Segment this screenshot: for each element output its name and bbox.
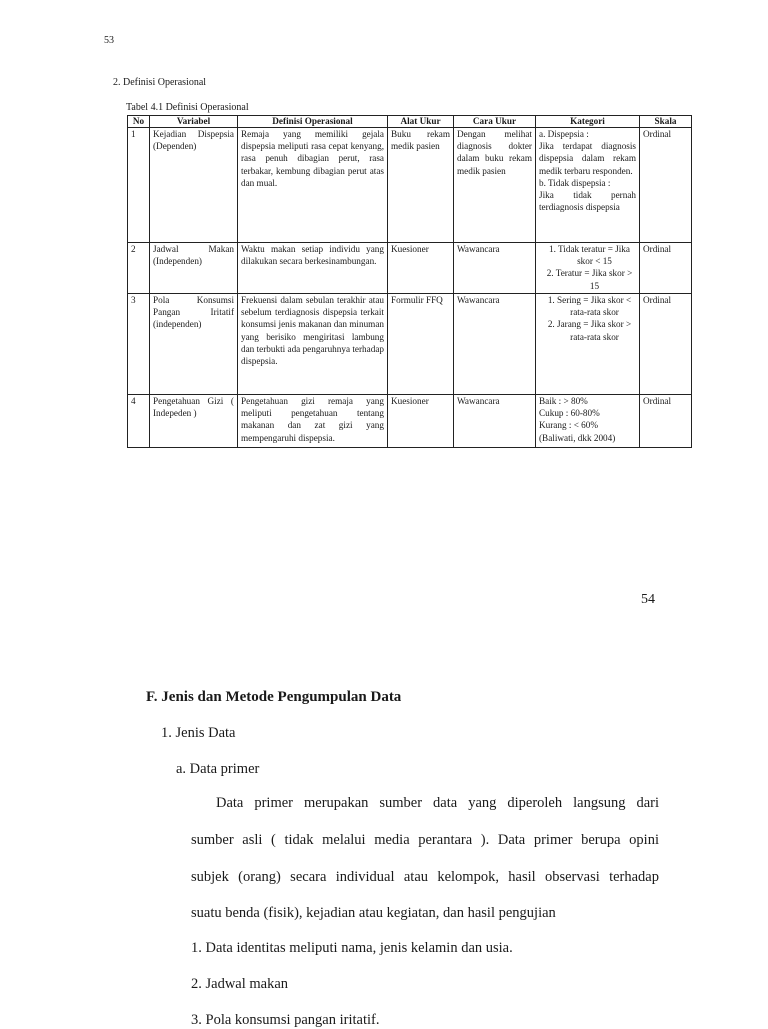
kategori-line: 1. Tidak teratur = Jika skor < 15 bbox=[549, 244, 630, 267]
cell-skala: Ordinal bbox=[640, 395, 692, 448]
paragraph-line: subjek (orang) secara individual atau kelompok, hasil observasi terhadap bbox=[191, 869, 659, 885]
header-cara-ukur: Cara Ukur bbox=[454, 116, 536, 128]
list-item: 1. Data identitas meliputi nama, jenis kelamin dan usia. bbox=[191, 940, 513, 956]
table-row bbox=[128, 294, 692, 395]
cell-definisi: Frekuensi dalam sebulan terakhir atau sebelum terdiagnosis dispepsia terkait konsumsi jenis makanan dan minuman yang berisiko mengiritasi lambung dan terbukti ada pengaruhnya terhadap dispepsia. bbox=[238, 294, 388, 395]
cell-alat-ukur: Kuesioner bbox=[388, 395, 454, 448]
cell-cara-ukur: Dengan melihat diagnosis dokter dalam buku rekam medik pasien bbox=[454, 128, 536, 243]
kategori-line: Jika tidak pernah terdiagnosis dispepsia bbox=[539, 190, 636, 213]
paragraph-line: Data primer merupakan sumber data yang diperoleh langsung dari bbox=[216, 795, 659, 811]
list-item: 3. Pola konsumsi pangan iritatif. bbox=[191, 1012, 380, 1028]
cell-no: 2 bbox=[128, 243, 150, 294]
cell-variabel: Pengetahuan Gizi ( Indepeden ) bbox=[150, 395, 238, 448]
list-item: 2. Jadwal makan bbox=[191, 976, 289, 992]
cell-kategori bbox=[536, 243, 640, 294]
definition-table bbox=[127, 115, 692, 448]
table-row bbox=[128, 243, 692, 294]
page-number: 54 bbox=[641, 592, 655, 607]
cell-skala: Ordinal bbox=[640, 128, 692, 243]
cell-definisi: Pengetahuan gizi remaja yang meliputi pengetahuan tentang makanan dan zat gizi yang mempengaruhi dispepsia. bbox=[238, 395, 388, 448]
kategori-line: (Baliwati, dkk 2004) bbox=[539, 432, 616, 443]
cell-definisi: Waktu makan setiap individu yang dilakukan secara berkesinambungan. bbox=[238, 243, 388, 294]
cell-no: 3 bbox=[128, 294, 150, 395]
header-no: No bbox=[128, 116, 150, 128]
subheading-jenis-data: 1. Jenis Data bbox=[161, 725, 236, 741]
cell-alat-ukur: Buku rekam medik pasien bbox=[388, 128, 454, 243]
paragraph-line: sumber asli ( tidak melalui media perantara ). Data primer berupa opini bbox=[191, 832, 659, 848]
kategori-line: a. Dispepsia : bbox=[539, 129, 589, 139]
cell-cara-ukur: Wawancara bbox=[454, 395, 536, 448]
cell-skala: Ordinal bbox=[640, 294, 692, 395]
cell-no: 4 bbox=[128, 395, 150, 448]
kategori-line: Kurang : < 60% bbox=[539, 420, 599, 431]
kategori-line: 2. Teratur = Jika skor > 15 bbox=[546, 268, 633, 291]
kategori-line: Jika terdapat diagnosis dispepsia dalam rekam medik terbaru responden. bbox=[539, 141, 636, 176]
subheading-data-primer: a. Data primer bbox=[176, 761, 260, 777]
kategori-line: b. Tidak dispepsia : bbox=[539, 177, 611, 188]
header-kategori: Kategori bbox=[536, 116, 640, 128]
chapter-heading: F. Jenis dan Metode Pengumpulan Data bbox=[146, 689, 402, 705]
cell-cara-ukur: Wawancara bbox=[454, 243, 536, 294]
cell-cara-ukur: Wawancara bbox=[454, 294, 536, 395]
table-row bbox=[128, 128, 692, 243]
header-alat-ukur: Alat Ukur bbox=[388, 116, 454, 128]
cell-definisi: Remaja yang memiliki gejala dispepsia meliputi rasa cepat kenyang, rasa penuh dibagian perut, rasa terbakar, kembung dibagian perut atas dan mual. bbox=[238, 128, 388, 243]
kategori-line: 2. Jarang = Jika skor > rata-rata skor bbox=[547, 319, 632, 342]
cell-skala: Ordinal bbox=[640, 243, 692, 294]
kategori-line: Cukup : 60-80% bbox=[539, 408, 600, 419]
kategori-line: Baik : > 80% bbox=[539, 396, 588, 406]
cell-kategori bbox=[536, 395, 640, 448]
table-caption: Tabel 4.1 Definisi Operasional bbox=[126, 102, 249, 113]
cell-variabel: Pola Konsumsi Pangan Iritatif (independen) bbox=[150, 294, 238, 395]
cell-kategori bbox=[536, 128, 640, 243]
cell-alat-ukur: Formulir FFQ bbox=[388, 294, 454, 395]
section-title: 2. Definisi Operasional bbox=[113, 77, 207, 88]
cell-variabel: Kejadian Dispepsia (Dependen) bbox=[150, 128, 238, 243]
page-number: 53 bbox=[104, 35, 114, 46]
cell-variabel: Jadwal Makan (Independen) bbox=[150, 243, 238, 294]
paragraph-line: suatu benda (fisik), kejadian atau kegiatan, dan hasil pengujian bbox=[191, 905, 556, 921]
header-variabel: Variabel bbox=[150, 116, 238, 128]
cell-kategori bbox=[536, 294, 640, 395]
header-skala: Skala bbox=[640, 116, 692, 128]
cell-no: 1 bbox=[128, 128, 150, 243]
table-row bbox=[128, 395, 692, 448]
table-header-row bbox=[128, 116, 692, 128]
header-definisi: Definisi Operasional bbox=[238, 116, 388, 128]
cell-alat-ukur: Kuesioner bbox=[388, 243, 454, 294]
kategori-line: 1. Sering = Jika skor < rata-rata skor bbox=[547, 295, 632, 318]
